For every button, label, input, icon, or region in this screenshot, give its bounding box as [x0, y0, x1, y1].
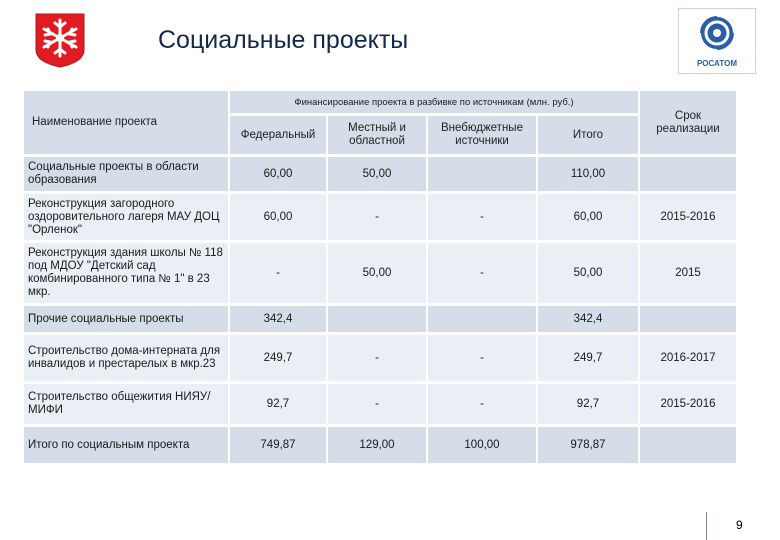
row-extra: 100,00 — [428, 427, 536, 463]
row-extra: - — [428, 335, 536, 381]
table-row — [24, 427, 736, 463]
row-total: 249,7 — [538, 335, 638, 381]
row-name: Итого по социальным проекта — [24, 427, 228, 463]
row-name: Строительство дома-интерната для инвалидов и престарелых в мкр.23 — [24, 335, 228, 381]
table-row — [24, 335, 736, 381]
rosatom-logo — [678, 8, 756, 74]
row-local: - — [328, 194, 426, 240]
row-name: Реконструкция здания школы № 118 под МДОУ "Детский сад комбинированного типа № 1" в 23 мкр. — [24, 243, 228, 303]
row-name: Прочие социальные проекты — [24, 306, 228, 332]
page-number: 9 — [736, 518, 743, 532]
header-total: Итого — [538, 116, 638, 154]
row-local: 50,00 — [328, 157, 426, 191]
footer-divider — [706, 512, 707, 540]
row-local: - — [328, 335, 426, 381]
header-local: Местный и областной — [328, 116, 426, 154]
row-extra — [428, 306, 536, 332]
financing-table — [22, 88, 738, 466]
table-row — [24, 384, 736, 424]
row-term — [640, 157, 736, 191]
row-federal: 249,7 — [230, 335, 326, 381]
header-term: Срок реализации — [640, 91, 736, 154]
row-local: 129,00 — [328, 427, 426, 463]
row-term: 2015-2016 — [640, 384, 736, 424]
row-term — [640, 427, 736, 463]
coat-of-arms-logo — [34, 12, 86, 68]
row-total: 60,00 — [538, 194, 638, 240]
row-federal: 342,4 — [230, 306, 326, 332]
row-extra: - — [428, 384, 536, 424]
row-local: 50,00 — [328, 243, 426, 303]
table-row — [24, 194, 736, 240]
row-local: - — [328, 384, 426, 424]
header-financing: Финансирование проекта в разбивке по источникам (млн. руб.) — [230, 91, 638, 113]
row-name: Реконструкция загородного оздоровительного лагеря МАУ ДОЦ "Орленок" — [24, 194, 228, 240]
row-name: Строительство общежития НИЯУ/МИФИ — [24, 384, 228, 424]
row-federal: 92,7 — [230, 384, 326, 424]
table-row — [24, 243, 736, 303]
row-extra — [428, 157, 536, 191]
row-federal: 749,87 — [230, 427, 326, 463]
row-term: 2016-2017 — [640, 335, 736, 381]
row-extra: - — [428, 194, 536, 240]
row-total: 110,00 — [538, 157, 638, 191]
row-total: 92,7 — [538, 384, 638, 424]
row-federal: 60,00 — [230, 194, 326, 240]
table-row — [24, 157, 736, 191]
row-extra: - — [428, 243, 536, 303]
row-total: 978,87 — [538, 427, 638, 463]
row-federal: 60,00 — [230, 157, 326, 191]
header-extra: Внебюджетные источники — [428, 116, 536, 154]
row-term — [640, 306, 736, 332]
header-name: Наименование проекта — [24, 91, 228, 154]
rosatom-logo-text: РОСАТОМ — [697, 59, 737, 68]
table-row — [24, 306, 736, 332]
page-title: Социальные проекты — [158, 26, 409, 54]
row-local — [328, 306, 426, 332]
row-federal: - — [230, 243, 326, 303]
header-federal: Федеральный — [230, 116, 326, 154]
row-term: 2015 — [640, 243, 736, 303]
row-total: 50,00 — [538, 243, 638, 303]
row-term: 2015-2016 — [640, 194, 736, 240]
row-total: 342,4 — [538, 306, 638, 332]
row-name: Социальные проекты в области образования — [24, 157, 228, 191]
